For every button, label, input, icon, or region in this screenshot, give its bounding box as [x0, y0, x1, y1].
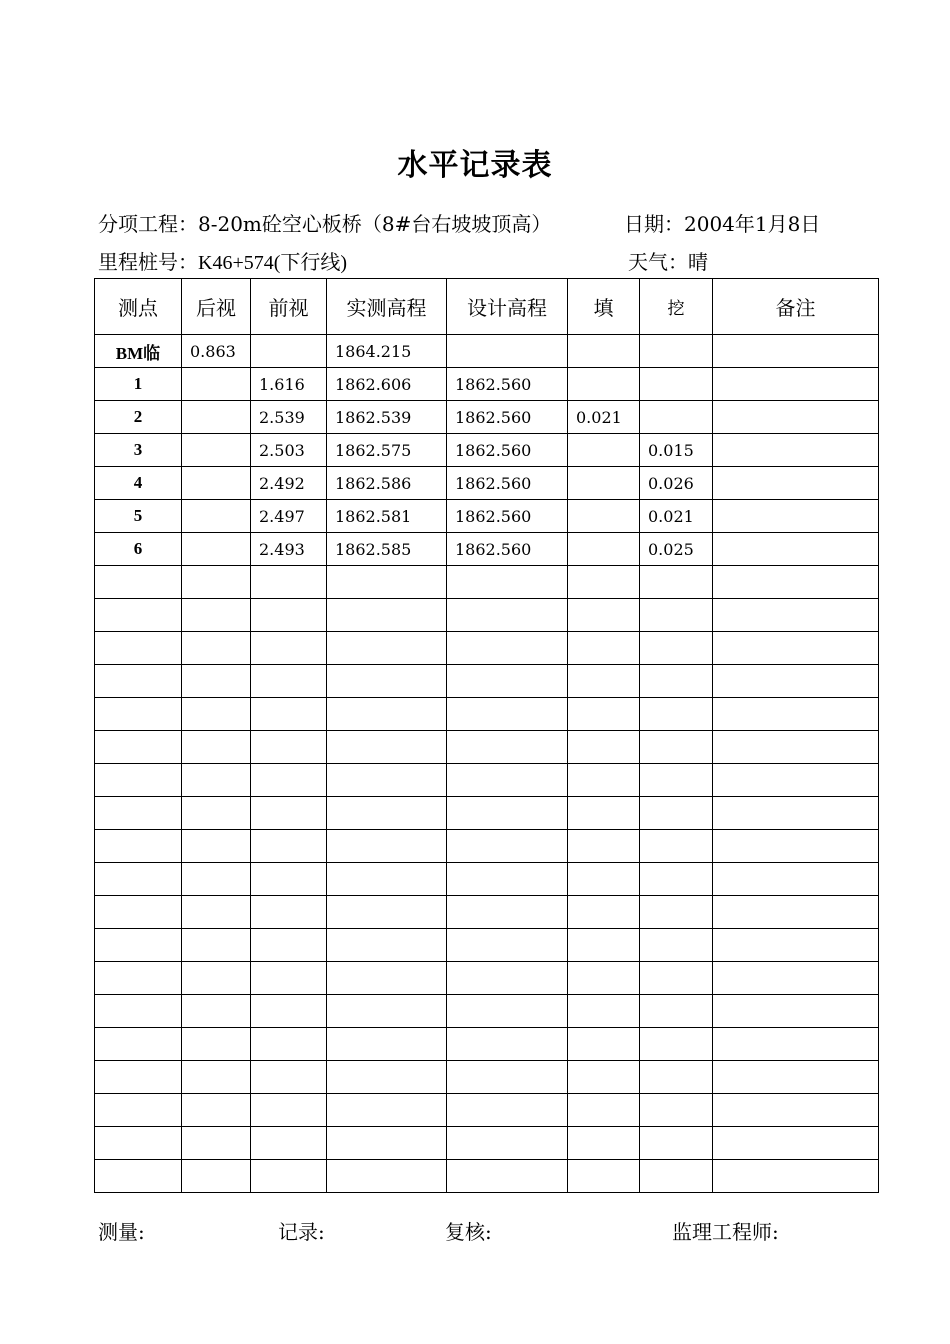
- table-cell: [327, 1028, 447, 1061]
- table-cell: 1862.560: [447, 533, 568, 566]
- point-cell: [95, 1094, 182, 1127]
- table-row: [95, 1094, 879, 1127]
- table-cell: [713, 962, 879, 995]
- table-cell: [640, 1028, 713, 1061]
- date-line: [624, 208, 820, 237]
- table-cell: [640, 995, 713, 1028]
- table-cell: [713, 929, 879, 962]
- table-cell: [327, 863, 447, 896]
- table-cell: 1862.585: [327, 533, 447, 566]
- table-cell: [713, 863, 879, 896]
- table-cell: [713, 1160, 879, 1193]
- table-row: [95, 830, 879, 863]
- table-cell: [447, 1160, 568, 1193]
- table-cell: 1862.586: [327, 467, 447, 500]
- table-cell: [182, 665, 251, 698]
- table-cell: [182, 533, 251, 566]
- table-cell: [251, 632, 327, 665]
- table-cell: [713, 335, 879, 368]
- table-cell: [327, 764, 447, 797]
- table-cell: [327, 665, 447, 698]
- point-cell: 1: [95, 368, 182, 401]
- point-cell: [95, 731, 182, 764]
- table-cell: [327, 731, 447, 764]
- table-cell: [713, 533, 879, 566]
- table-cell: [327, 830, 447, 863]
- table-row: [95, 863, 879, 896]
- table-cell: 1862.606: [327, 368, 447, 401]
- table-cell: 1862.560: [447, 434, 568, 467]
- table-cell: [713, 566, 879, 599]
- table-cell: [713, 1061, 879, 1094]
- table-row: [95, 962, 879, 995]
- point-cell: [95, 863, 182, 896]
- table-cell: [568, 1160, 640, 1193]
- table-cell: [182, 731, 251, 764]
- table-cell: 0.015: [640, 434, 713, 467]
- table-cell: [640, 368, 713, 401]
- table-cell: 1.616: [251, 368, 327, 401]
- project-label: 分项工程：: [98, 212, 198, 236]
- table-cell: [640, 1160, 713, 1193]
- table-cell: [447, 665, 568, 698]
- table-cell: [447, 863, 568, 896]
- table-cell: 2.503: [251, 434, 327, 467]
- table-cell: 1862.560: [447, 500, 568, 533]
- table-cell: [327, 1061, 447, 1094]
- table-row: [95, 764, 879, 797]
- table-cell: [447, 1061, 568, 1094]
- table-cell: [182, 962, 251, 995]
- header-cell: 实测高程: [327, 279, 447, 335]
- table-cell: [568, 698, 640, 731]
- table-row: [95, 1127, 879, 1160]
- table-cell: [713, 599, 879, 632]
- table-cell: [182, 1127, 251, 1160]
- table-cell: [568, 896, 640, 929]
- table-cell: [447, 962, 568, 995]
- table-cell: [251, 698, 327, 731]
- table-cell: [640, 1094, 713, 1127]
- table-cell: [568, 797, 640, 830]
- table-cell: [251, 995, 327, 1028]
- point-cell: [95, 599, 182, 632]
- table-cell: [713, 896, 879, 929]
- table-cell: [182, 434, 251, 467]
- table-cell: [713, 995, 879, 1028]
- table-row: [95, 368, 879, 401]
- table-cell: [713, 1127, 879, 1160]
- table-cell: [568, 566, 640, 599]
- table-cell: [182, 1061, 251, 1094]
- table-cell: 1862.560: [447, 401, 568, 434]
- table-cell: [447, 632, 568, 665]
- table-cell: [251, 1028, 327, 1061]
- table-cell: [713, 665, 879, 698]
- point-cell: [95, 566, 182, 599]
- table-cell: [568, 995, 640, 1028]
- table-cell: [251, 830, 327, 863]
- point-cell: [95, 698, 182, 731]
- table-cell: [251, 929, 327, 962]
- table-cell: 0.021: [568, 401, 640, 434]
- table-cell: [713, 401, 879, 434]
- recorder-signature: 记录:: [278, 1220, 325, 1244]
- table-cell: [251, 962, 327, 995]
- table-cell: [447, 1028, 568, 1061]
- table-cell: [182, 566, 251, 599]
- table-cell: [713, 632, 879, 665]
- table-cell: [640, 1127, 713, 1160]
- table-cell: [182, 1028, 251, 1061]
- table-cell: [327, 1160, 447, 1193]
- table-cell: [568, 1061, 640, 1094]
- table-cell: 0.021: [640, 500, 713, 533]
- project-value: 8-20m砼空心板桥（8#台右坡坡顶高）: [198, 212, 552, 236]
- table-cell: [640, 401, 713, 434]
- table-cell: [327, 599, 447, 632]
- table-row: [95, 335, 879, 368]
- table-cell: [182, 929, 251, 962]
- table-row: [95, 533, 879, 566]
- table-row: [95, 566, 879, 599]
- weather-label: 天气：: [628, 250, 688, 274]
- point-cell: [95, 665, 182, 698]
- point-cell: [95, 764, 182, 797]
- level-record-table: [94, 278, 879, 1193]
- table-cell: [713, 434, 879, 467]
- table-cell: [640, 929, 713, 962]
- table-cell: [327, 566, 447, 599]
- table-cell: 2.497: [251, 500, 327, 533]
- table-row: [95, 401, 879, 434]
- table-cell: [640, 698, 713, 731]
- table-cell: [182, 896, 251, 929]
- table-row: [95, 797, 879, 830]
- table-cell: [568, 830, 640, 863]
- table-cell: [447, 830, 568, 863]
- table-cell: [327, 896, 447, 929]
- table-cell: [251, 599, 327, 632]
- table-cell: 1862.560: [447, 467, 568, 500]
- table-cell: [713, 368, 879, 401]
- table-row: [95, 632, 879, 665]
- table-cell: [640, 797, 713, 830]
- table-cell: [568, 929, 640, 962]
- table-cell: [447, 929, 568, 962]
- table-cell: [568, 467, 640, 500]
- date-value: 2004年1月8日: [684, 212, 821, 236]
- table-cell: [182, 830, 251, 863]
- table-cell: [640, 731, 713, 764]
- table-cell: [568, 863, 640, 896]
- table-cell: [182, 1160, 251, 1193]
- point-cell: [95, 929, 182, 962]
- table-cell: [182, 797, 251, 830]
- table-cell: [568, 335, 640, 368]
- table-cell: [640, 830, 713, 863]
- table-cell: [713, 830, 879, 863]
- table-cell: [713, 797, 879, 830]
- point-cell: [95, 1127, 182, 1160]
- table-cell: [568, 1028, 640, 1061]
- table-cell: [640, 599, 713, 632]
- table-cell: [713, 1094, 879, 1127]
- table-cell: [251, 863, 327, 896]
- table-cell: [327, 929, 447, 962]
- point-cell: [95, 830, 182, 863]
- table-cell: [447, 995, 568, 1028]
- table-cell: [640, 566, 713, 599]
- table-cell: [568, 533, 640, 566]
- point-cell: 5: [95, 500, 182, 533]
- table-cell: [713, 500, 879, 533]
- project-line: [98, 208, 551, 237]
- station-label: 里程桩号：: [98, 250, 198, 274]
- table-cell: [713, 731, 879, 764]
- header-cell: 挖: [640, 279, 713, 335]
- table-cell: [182, 764, 251, 797]
- table-row: [95, 599, 879, 632]
- table-cell: [447, 599, 568, 632]
- table-cell: [447, 698, 568, 731]
- table-row: [95, 698, 879, 731]
- table-cell: [251, 665, 327, 698]
- point-cell: 2: [95, 401, 182, 434]
- table-cell: [568, 500, 640, 533]
- table-cell: [568, 368, 640, 401]
- table-cell: [568, 731, 640, 764]
- table-cell: [251, 797, 327, 830]
- table-cell: [447, 335, 568, 368]
- table-cell: [640, 962, 713, 995]
- table-cell: [713, 698, 879, 731]
- table-cell: [182, 995, 251, 1028]
- table-cell: 1864.215: [327, 335, 447, 368]
- table-cell: [447, 566, 568, 599]
- table-cell: [447, 896, 568, 929]
- table-cell: [447, 764, 568, 797]
- header-cell: 后视: [182, 279, 251, 335]
- reviewer-signature: 复核:: [445, 1220, 492, 1244]
- table-row: [95, 929, 879, 962]
- table-cell: [327, 1127, 447, 1160]
- table-cell: [640, 665, 713, 698]
- table-row: [95, 434, 879, 467]
- table-cell: [713, 467, 879, 500]
- table-row: [95, 1061, 879, 1094]
- point-cell: [95, 1028, 182, 1061]
- table-cell: 1862.581: [327, 500, 447, 533]
- table-cell: 0.025: [640, 533, 713, 566]
- table-row: [95, 995, 879, 1028]
- table-cell: 1862.560: [447, 368, 568, 401]
- point-cell: 3: [95, 434, 182, 467]
- point-cell: [95, 1160, 182, 1193]
- table-row: [95, 896, 879, 929]
- table-cell: [447, 797, 568, 830]
- table-row: [95, 1160, 879, 1193]
- table-header-row: [95, 279, 879, 335]
- table-cell: 2.539: [251, 401, 327, 434]
- table-row: [95, 500, 879, 533]
- station-value: K46+574(下行线): [198, 252, 348, 274]
- table-cell: [182, 401, 251, 434]
- table-cell: [327, 962, 447, 995]
- point-cell: [95, 797, 182, 830]
- table-cell: 2.493: [251, 533, 327, 566]
- table-cell: [182, 698, 251, 731]
- table-cell: [568, 632, 640, 665]
- weather-line: [628, 246, 708, 275]
- table-cell: [251, 731, 327, 764]
- table-cell: 0.863: [182, 335, 251, 368]
- header-cell: 测点: [95, 279, 182, 335]
- page-title: 水平记录表: [397, 148, 553, 183]
- header-cell: 前视: [251, 279, 327, 335]
- point-cell: 4: [95, 467, 182, 500]
- header-cell: 备注: [713, 279, 879, 335]
- table-row: [95, 731, 879, 764]
- table-cell: [447, 731, 568, 764]
- table-cell: 1862.539: [327, 401, 447, 434]
- table-cell: [568, 665, 640, 698]
- table-cell: [251, 896, 327, 929]
- table-cell: [182, 368, 251, 401]
- table-cell: [182, 467, 251, 500]
- table-cell: [327, 995, 447, 1028]
- table-cell: [327, 1094, 447, 1127]
- table-cell: [568, 764, 640, 797]
- table-cell: [251, 764, 327, 797]
- point-cell: 6: [95, 533, 182, 566]
- point-cell: [95, 995, 182, 1028]
- table-cell: [568, 599, 640, 632]
- station-line: [98, 246, 347, 275]
- point-cell: [95, 896, 182, 929]
- point-cell: BM临: [95, 335, 182, 368]
- table-row: [95, 1028, 879, 1061]
- surveyor-signature: 测量:: [98, 1220, 145, 1244]
- header-cell: 填: [568, 279, 640, 335]
- supervisor-signature: 监理工程师:: [672, 1220, 779, 1244]
- date-label: 日期：: [624, 212, 684, 236]
- table-cell: [327, 797, 447, 830]
- table-cell: 0.026: [640, 467, 713, 500]
- table-cell: [182, 632, 251, 665]
- table-row: [95, 665, 879, 698]
- table-row: [95, 467, 879, 500]
- table-cell: [182, 599, 251, 632]
- table-cell: [568, 1094, 640, 1127]
- table-cell: [640, 335, 713, 368]
- table-cell: [251, 566, 327, 599]
- table-cell: [447, 1127, 568, 1160]
- table-cell: [251, 335, 327, 368]
- table-cell: [251, 1160, 327, 1193]
- table-cell: [447, 1094, 568, 1127]
- table-cell: [251, 1061, 327, 1094]
- table-cell: [640, 863, 713, 896]
- table-cell: [568, 962, 640, 995]
- point-cell: [95, 1061, 182, 1094]
- weather-value: 晴: [688, 250, 708, 274]
- table-cell: [640, 896, 713, 929]
- table-cell: 1862.575: [327, 434, 447, 467]
- table-cell: [713, 764, 879, 797]
- table-cell: [251, 1094, 327, 1127]
- point-cell: [95, 632, 182, 665]
- table-cell: 2.492: [251, 467, 327, 500]
- table-cell: [640, 632, 713, 665]
- table-cell: [640, 764, 713, 797]
- table-cell: [327, 698, 447, 731]
- point-cell: [95, 962, 182, 995]
- table-cell: [327, 632, 447, 665]
- table-cell: [182, 863, 251, 896]
- table-cell: [640, 1061, 713, 1094]
- table-cell: [713, 1028, 879, 1061]
- table-cell: [182, 1094, 251, 1127]
- table-cell: [182, 500, 251, 533]
- table-cell: [568, 1127, 640, 1160]
- header-cell: 设计高程: [447, 279, 568, 335]
- table-cell: [568, 434, 640, 467]
- table-cell: [251, 1127, 327, 1160]
